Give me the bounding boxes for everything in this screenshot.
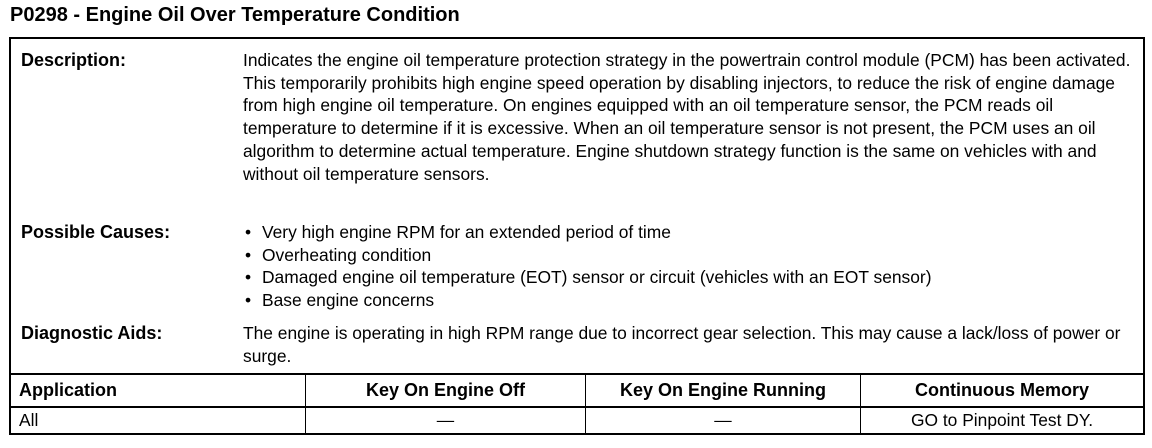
cell-continuous-memory: GO to Pinpoint Test DY. [910, 410, 1094, 430]
cause-text: Damaged engine oil temperature (EOT) sensor or circuit (vehicles with an EOT sensor) [262, 267, 932, 288]
table-header-row [11, 375, 1143, 408]
cause-text: Overheating condition [262, 244, 432, 265]
bullet-icon: • [245, 244, 252, 265]
list-item [243, 289, 1135, 312]
cause-text: Very high engine RPM for an extended period of time [262, 222, 671, 242]
bullet-icon: • [245, 267, 252, 288]
bullet-icon: • [245, 290, 252, 311]
header-key-on-engine-off: Key On Engine Off [306, 375, 586, 406]
list-item [243, 266, 1135, 289]
diagnostic-aids-label: Diagnostic Aids: [21, 323, 163, 343]
description-label: Description: [21, 50, 127, 70]
header-application: Application [11, 375, 306, 406]
diagnostic-aids-text: The engine is operating in high RPM range due to incorrect gear selection. This may cause a lack/loss of power or surge. [243, 323, 1121, 366]
page-title: P0298 - Engine Oil Over Temperature Condition [10, 4, 460, 26]
list-item [243, 221, 1135, 244]
header-key-on-engine-running: Key On Engine Running [586, 375, 861, 406]
bullet-icon: • [245, 222, 252, 242]
header-continuous-memory: Continuous Memory [915, 380, 1089, 400]
cell-application: All [11, 408, 306, 433]
cause-text: Base engine concerns [262, 290, 435, 311]
description-text: Indicates the engine oil temperature protection strategy in the powertrain control module (PCM) has been activated. This temporarily prohibits high engine speed operation by disabling injectors, to reduce the risk of engine damage from high engine oil temperature. On engines equipped with an oil temperature sensor, the PCM reads oil temperature to determine if it is excessive. When an oil temperature sensor is not present, the PCM uses an oil algorithm to determine actual temperature. Engine shutdown strategy function is the same on vehicles with and without oil temperature sensors. [243, 50, 1131, 184]
table-row [11, 408, 1143, 433]
dtc-info-box [9, 37, 1145, 435]
cell-key-on-engine-off: — [306, 408, 586, 433]
list-item [243, 244, 1135, 267]
possible-causes-label: Possible Causes: [21, 222, 171, 242]
cell-key-on-engine-running: — [586, 408, 861, 433]
possible-causes-list [243, 221, 1135, 312]
test-table [11, 373, 1143, 433]
